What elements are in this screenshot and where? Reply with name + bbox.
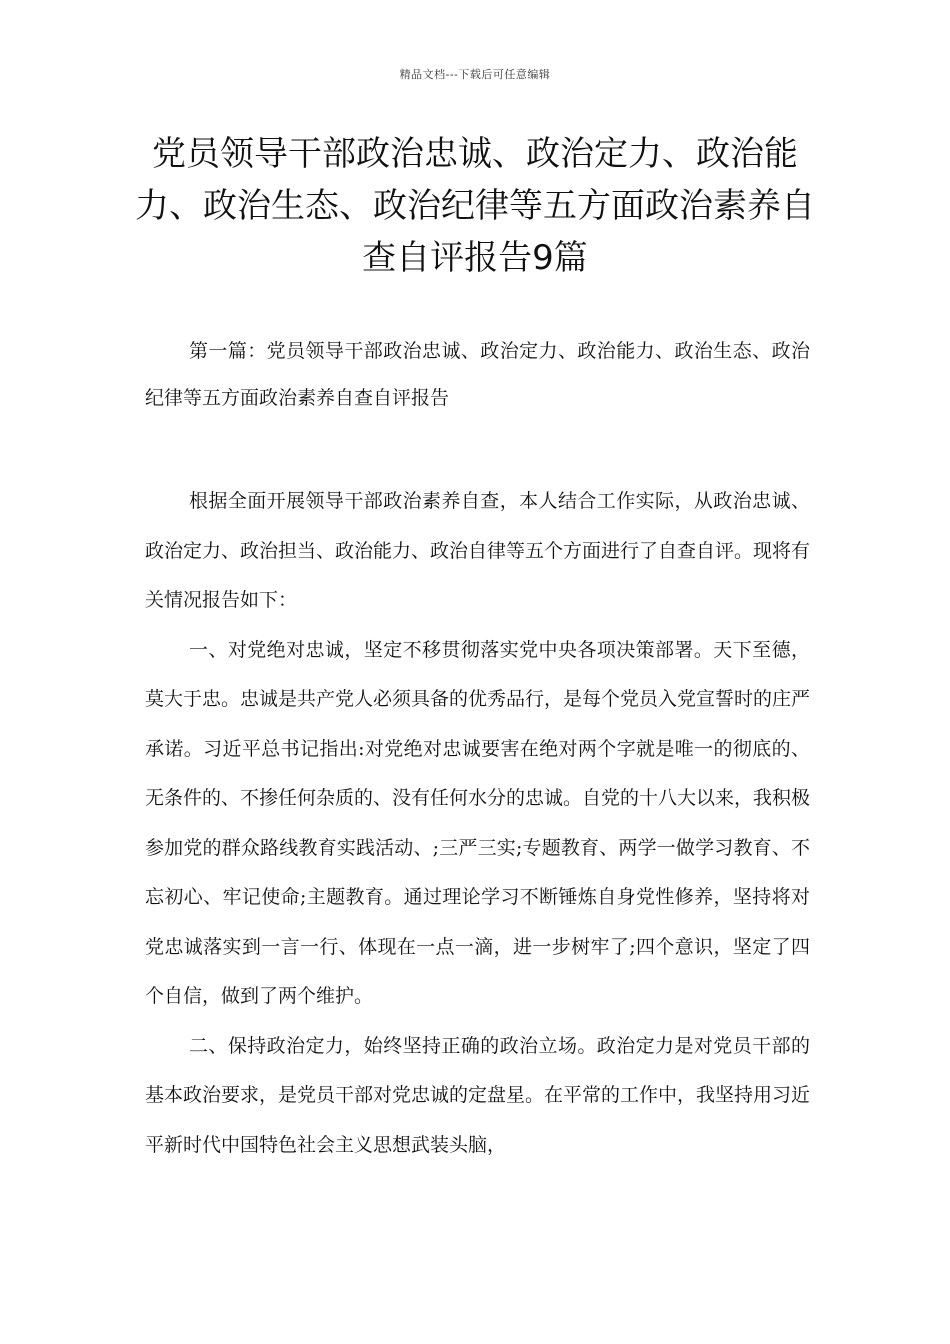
paragraph-section-two: 二、保持政治定力，始终坚持正确的政治立场。政治定力是对党员干部的基本政治要求，是党员干部对党忠诚的定盘星。在平常的工作中，我坚持用习近平新时代中国特色社会主义思想武装头脑， — [145, 1034, 811, 1156]
paragraph-intro: 根据全面开展领导干部政治素养自查，本人结合工作实际，从政治忠诚、政治定力、政治担当、政治能力、政治自律等五个方面进行了自查自评。现将有关情况报告如下： — [145, 490, 811, 611]
paragraph-section-one: 一、对党绝对忠诚，坚定不移贯彻落实党中央各项决策部署。天下至德，莫大于忠。忠诚是共产党人必须具备的优秀品行，是每个党员入党宣誓时的庄严承诺。习近平总书记指出:对党绝对忠诚要害在绝对两个字就是唯一的彻底的、无条件的、不掺任何杂质的、没有任何水分的忠诚。自党的十八大以来，我积极参加党的群众路线教育实践活动、;三严三实;专题教育、两学一做学习教育、不忘初心、牢记使命;主题教育。通过理论学习不断锤炼自身党性修养，坚持将对党忠诚落实到一言一行、体现在一点一滴，进一步树牢了;四个意识，坚定了四个自信，做到了两个维护。 — [145, 638, 811, 1007]
header-note: 精品文档---下载后可任意编辑 — [399, 68, 551, 81]
document-body — [145, 477, 810, 1170]
document-title: 党员领导干部政治忠诚、政治定力、政治能力、政治生态、政治纪律等五方面政治素养自查自评报告9篇 — [135, 134, 815, 278]
chapter-subtitle: 第一篇：党员领导干部政治忠诚、政治定力、政治能力、政治生态、政治纪律等五方面政治素养自查自评报告 — [145, 340, 810, 409]
